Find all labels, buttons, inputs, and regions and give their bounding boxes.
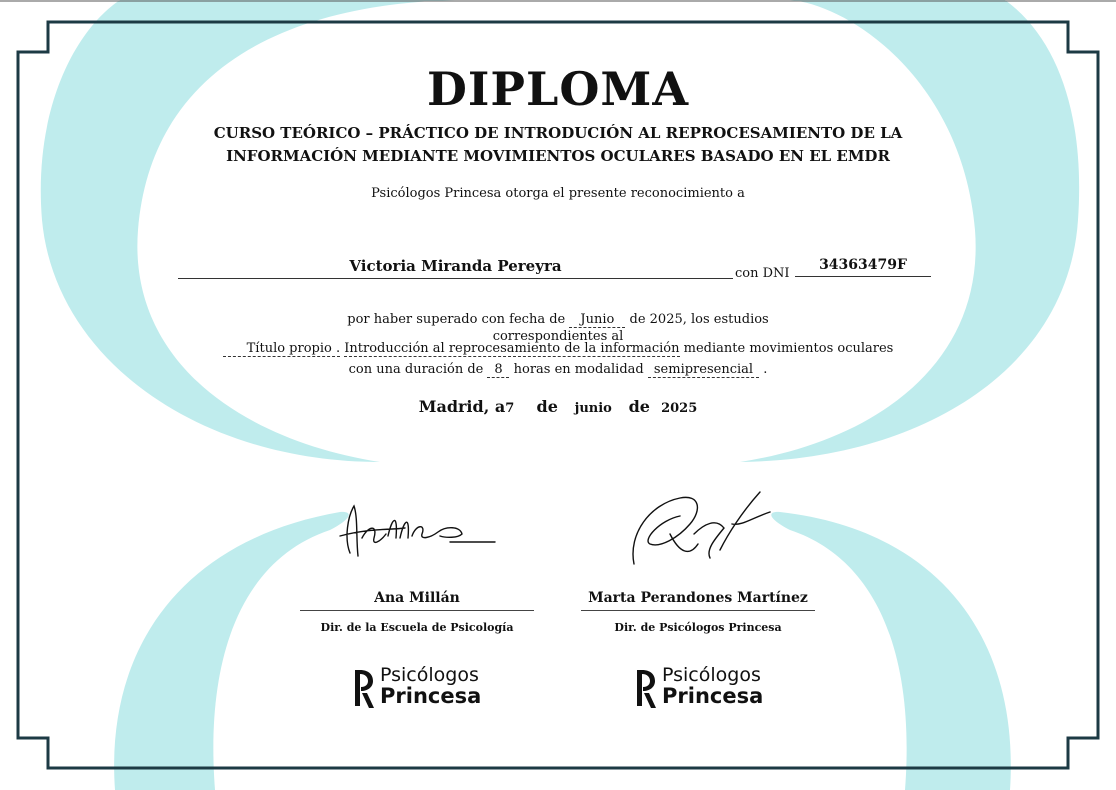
- degree-type: Título propio .: [223, 342, 340, 357]
- bottom-cyan-band-right: [771, 512, 1011, 790]
- date-day: 7: [505, 401, 515, 416]
- completion-line: [0, 312, 1116, 328]
- place-label: Madrid, a: [418, 397, 506, 416]
- signature-ana-millan: [330, 498, 510, 568]
- signatory-right: [581, 590, 815, 634]
- signatory-role: Dir. de Psicólogos Princesa: [614, 621, 782, 634]
- course-title-line2: INFORMACIÓN MEDIANTE MOVIMIENTOS OCULARES BASADO EN EL EMDR: [226, 147, 890, 165]
- course-title-line1: CURSO TEÓRICO – PRÁCTICO DE INTRODUCIÓN AL REPROCESAMIENTO DE LA: [213, 124, 903, 142]
- program-line: [0, 341, 1116, 357]
- completion-suffix: de 2025, los estudios: [629, 312, 769, 327]
- date-de-2: de: [628, 397, 650, 416]
- signatory-name: Ana Millán: [300, 590, 534, 611]
- logo-text-line2: Princesa: [380, 684, 482, 708]
- signatory-role: Dir. de la Escuela de Psicología: [320, 621, 514, 634]
- place-date-line: [0, 397, 1116, 416]
- logo-text-line1: Psicólogos: [662, 664, 761, 686]
- psicologos-princesa-logo: [352, 664, 532, 714]
- duration-hours: 8: [487, 363, 509, 378]
- logo-text-line2: Princesa: [662, 684, 764, 708]
- duration-prefix: con una duración de: [348, 362, 484, 377]
- date-year: 2025: [661, 401, 698, 416]
- bottom-cyan-band-left: [114, 512, 349, 790]
- psicologos-princesa-logo: [634, 664, 814, 714]
- completion-month: Junio: [569, 313, 625, 328]
- correspondientes-line: correspondientes al: [492, 329, 624, 344]
- diploma-title: DIPLOMA: [426, 62, 690, 116]
- duration-end: .: [763, 362, 768, 377]
- duration-line: [0, 362, 1116, 378]
- course-title: [200, 122, 916, 168]
- princesa-logo-mark-icon: [352, 668, 376, 710]
- recipient-name: Victoria Miranda Pereyra: [178, 257, 733, 279]
- princesa-logo-mark-icon: [634, 668, 658, 710]
- date-month: junio: [574, 401, 612, 416]
- date-de-1: de: [536, 397, 558, 416]
- completion-prefix: por haber superado con fecha de: [347, 312, 566, 327]
- signatory-name: Marta Perandones Martínez: [581, 590, 815, 611]
- dni-value: 34363479F: [795, 257, 931, 277]
- logo-text-line1: Psicólogos: [380, 664, 479, 686]
- program-tail: mediante movimientos oculares: [683, 341, 894, 356]
- dni-label: con DNI: [735, 266, 790, 281]
- program-name: Introducción al reprocesamiento de la información: [344, 341, 680, 356]
- signature-marta-perandones: [620, 484, 780, 574]
- duration-mid: horas en modalidad: [513, 362, 644, 377]
- intro-text: Psicólogos Princesa otorga el presente reconocimiento a: [371, 186, 745, 201]
- modality-value: semipresencial: [648, 363, 759, 378]
- signatory-left: [300, 590, 534, 634]
